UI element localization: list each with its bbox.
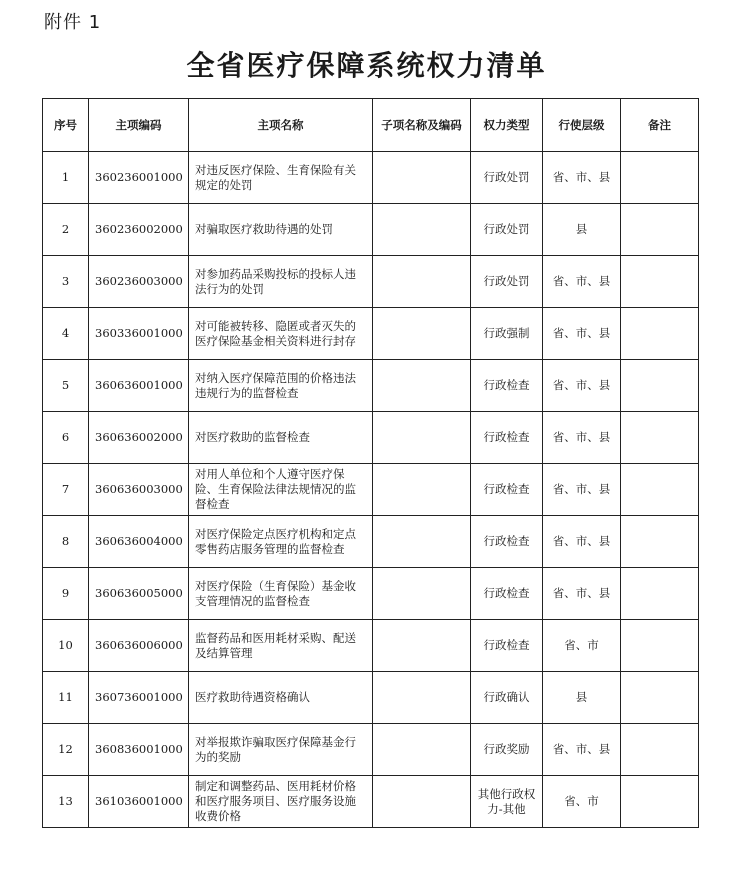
- row-sub-item: [373, 672, 471, 724]
- row-note: [621, 568, 699, 620]
- row-note: [621, 776, 699, 828]
- row-power-type: 行政奖励: [471, 724, 543, 776]
- table-row: [43, 672, 699, 724]
- row-sub-item: [373, 152, 471, 204]
- row-level: 省、市、县: [543, 412, 621, 464]
- row-number: 6: [43, 412, 89, 464]
- row-sub-item: [373, 360, 471, 412]
- row-note: [621, 204, 699, 256]
- row-power-type: 行政检查: [471, 360, 543, 412]
- row-sub-item: [373, 464, 471, 516]
- row-sub-item: [373, 308, 471, 360]
- col-header-code: 主项编码: [89, 99, 189, 152]
- col-header-type: 权力类型: [471, 99, 543, 152]
- row-sub-item: [373, 516, 471, 568]
- row-power-type: 行政检查: [471, 412, 543, 464]
- row-power-type: 行政处罚: [471, 152, 543, 204]
- row-power-type: 行政检查: [471, 568, 543, 620]
- attachment-label: 附件 1: [44, 12, 102, 33]
- row-name: 对医疗保险定点医疗机构和定点零售药店服务管理的监督检查: [189, 516, 373, 568]
- col-header-note: 备注: [621, 99, 699, 152]
- row-level: 省、市、县: [543, 464, 621, 516]
- col-header-no: 序号: [43, 99, 89, 152]
- row-code: 361036001000: [89, 776, 189, 828]
- table-row: [43, 412, 699, 464]
- row-sub-item: [373, 204, 471, 256]
- table-row: [43, 308, 699, 360]
- table-row: [43, 464, 699, 516]
- row-code: 360236003000: [89, 256, 189, 308]
- row-number: 2: [43, 204, 89, 256]
- table-row: [43, 360, 699, 412]
- row-power-type: 行政检查: [471, 620, 543, 672]
- row-code: 360636001000: [89, 360, 189, 412]
- row-name: 对纳入医疗保障范围的价格违法违规行为的监督检查: [189, 360, 373, 412]
- table-row: [43, 776, 699, 828]
- row-number: 4: [43, 308, 89, 360]
- table-row: [43, 724, 699, 776]
- row-name: 对医疗保险（生育保险）基金收支管理情况的监督检查: [189, 568, 373, 620]
- power-list-table: [42, 98, 699, 828]
- row-code: 360236002000: [89, 204, 189, 256]
- row-power-type: 其他行政权力-其他: [471, 776, 543, 828]
- row-code: 360836001000: [89, 724, 189, 776]
- row-code: 360636003000: [89, 464, 189, 516]
- row-number: 13: [43, 776, 89, 828]
- table-row: [43, 516, 699, 568]
- row-power-type: 行政检查: [471, 464, 543, 516]
- row-number: 7: [43, 464, 89, 516]
- row-name: 监督药品和医用耗材采购、配送及结算管理: [189, 620, 373, 672]
- row-name: 医疗救助待遇资格确认: [189, 672, 373, 724]
- page-title: 全省医疗保障系统权力清单: [186, 49, 547, 82]
- row-number: 11: [43, 672, 89, 724]
- row-note: [621, 724, 699, 776]
- col-header-sub: 子项名称及编码: [373, 99, 471, 152]
- row-name: 制定和调整药品、医用耗材价格和医疗服务项目、医疗服务设施收费价格: [189, 776, 373, 828]
- row-note: [621, 464, 699, 516]
- row-sub-item: [373, 412, 471, 464]
- row-note: [621, 360, 699, 412]
- row-power-type: 行政检查: [471, 516, 543, 568]
- col-header-name: 主项名称: [189, 99, 373, 152]
- row-number: 10: [43, 620, 89, 672]
- table-row: [43, 620, 699, 672]
- row-sub-item: [373, 256, 471, 308]
- row-sub-item: [373, 620, 471, 672]
- row-note: [621, 308, 699, 360]
- row-number: 1: [43, 152, 89, 204]
- table-row: [43, 152, 699, 204]
- row-level: 省、市、县: [543, 152, 621, 204]
- table-row: [43, 568, 699, 620]
- row-code: 360636004000: [89, 516, 189, 568]
- row-code: 360236001000: [89, 152, 189, 204]
- row-power-type: 行政强制: [471, 308, 543, 360]
- row-note: [621, 256, 699, 308]
- row-note: [621, 620, 699, 672]
- row-name: 对举报欺诈骗取医疗保障基金行为的奖励: [189, 724, 373, 776]
- row-code: 360636002000: [89, 412, 189, 464]
- row-number: 12: [43, 724, 89, 776]
- row-note: [621, 672, 699, 724]
- row-level: 县: [543, 672, 621, 724]
- row-level: 省、市、县: [543, 568, 621, 620]
- row-sub-item: [373, 776, 471, 828]
- row-name: 对可能被转移、隐匿或者灭失的医疗保险基金相关资料进行封存: [189, 308, 373, 360]
- row-name: 对参加药品采购投标的投标人违法行为的处罚: [189, 256, 373, 308]
- col-header-level: 行使层级: [543, 99, 621, 152]
- row-level: 省、市、县: [543, 724, 621, 776]
- row-note: [621, 412, 699, 464]
- row-level: 省、市、县: [543, 360, 621, 412]
- row-number: 9: [43, 568, 89, 620]
- row-level: 省、市、县: [543, 516, 621, 568]
- row-sub-item: [373, 724, 471, 776]
- table-header-row: [43, 99, 699, 152]
- row-name: 对医疗救助的监督检查: [189, 412, 373, 464]
- row-name: 对违反医疗保险、生育保险有关规定的处罚: [189, 152, 373, 204]
- table-row: [43, 256, 699, 308]
- row-note: [621, 152, 699, 204]
- row-power-type: 行政确认: [471, 672, 543, 724]
- row-level: 省、市: [543, 776, 621, 828]
- row-name: 对用人单位和个人遵守医疗保险、生育保险法律法规情况的监督检查: [189, 464, 373, 516]
- row-code: 360636005000: [89, 568, 189, 620]
- row-level: 省、市: [543, 620, 621, 672]
- row-power-type: 行政处罚: [471, 204, 543, 256]
- row-code: 360636006000: [89, 620, 189, 672]
- row-note: [621, 516, 699, 568]
- row-name: 对骗取医疗救助待遇的处罚: [189, 204, 373, 256]
- row-level: 县: [543, 204, 621, 256]
- row-code: 360336001000: [89, 308, 189, 360]
- row-number: 5: [43, 360, 89, 412]
- row-number: 3: [43, 256, 89, 308]
- table-row: [43, 204, 699, 256]
- row-sub-item: [373, 568, 471, 620]
- row-number: 8: [43, 516, 89, 568]
- row-level: 省、市、县: [543, 308, 621, 360]
- row-level: 省、市、县: [543, 256, 621, 308]
- row-code: 360736001000: [89, 672, 189, 724]
- row-power-type: 行政处罚: [471, 256, 543, 308]
